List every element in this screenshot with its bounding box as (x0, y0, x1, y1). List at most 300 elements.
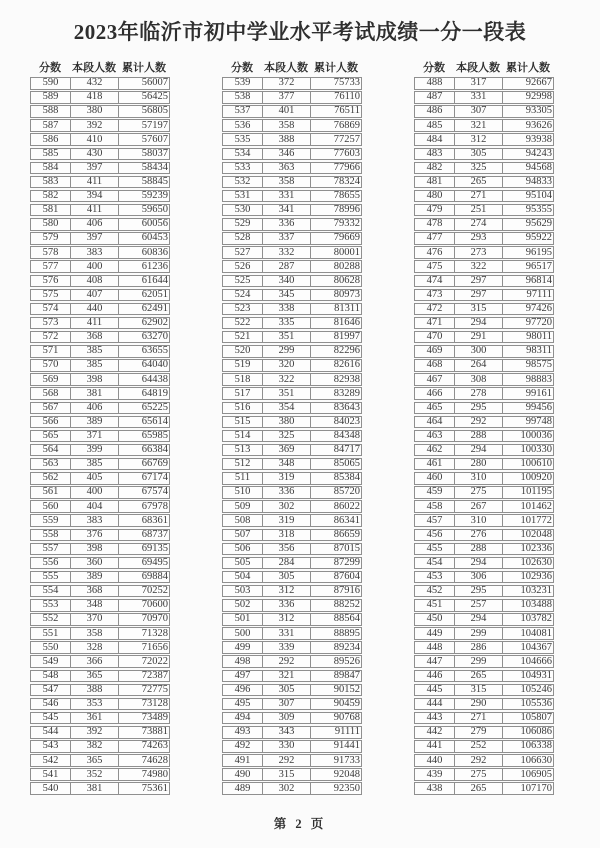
score-cell: 584 (31, 163, 71, 174)
score-cell: 543 (31, 741, 71, 752)
score-cell: 489 (223, 783, 263, 794)
cumulative-count-cell: 82616 (333, 359, 360, 371)
cumulative-count-cell: 79669 (333, 232, 360, 244)
table-row (30, 260, 170, 273)
cumulative-count-cell: 97720 (525, 317, 552, 329)
score-cell: 517 (223, 388, 263, 399)
cumulative-count-cell: 64438 (141, 373, 168, 385)
score-cell: 452 (415, 586, 455, 597)
table-row (414, 613, 554, 626)
cumulative-count-cell: 106630 (520, 754, 552, 766)
cumulative-count-cell: 69135 (141, 542, 168, 554)
score-cell: 493 (223, 727, 263, 738)
score-cell: 540 (31, 783, 71, 794)
column-header: 本段人数 (72, 62, 116, 74)
score-cell: 508 (223, 515, 263, 526)
segment-count-cell: 317 (455, 78, 503, 89)
table-row (414, 105, 554, 118)
segment-count-cell: 307 (455, 106, 503, 117)
table-row (222, 204, 362, 217)
table-row (222, 387, 362, 400)
table-row (414, 275, 554, 288)
table-row (30, 543, 170, 556)
score-cell: 550 (31, 642, 71, 653)
segment-count-cell: 341 (263, 205, 311, 216)
segment-count-cell: 356 (263, 544, 311, 555)
score-cell: 569 (31, 374, 71, 385)
table-row (30, 641, 170, 654)
table-row (222, 740, 362, 753)
table-row (414, 331, 554, 344)
segment-count-cell: 398 (71, 374, 119, 385)
cumulative-count-cell: 87015 (333, 542, 360, 554)
segment-count-cell: 286 (455, 642, 503, 653)
cumulative-count-cell: 95922 (525, 232, 552, 244)
cumulative-count-cell: 86022 (333, 500, 360, 512)
cumulative-count-cell: 74980 (141, 768, 168, 780)
score-cell: 469 (415, 346, 455, 357)
segment-count-cell: 400 (71, 487, 119, 498)
score-cell: 522 (223, 318, 263, 329)
score-cell: 510 (223, 487, 263, 498)
segment-count-cell: 294 (455, 614, 503, 625)
segment-count-cell: 315 (455, 685, 503, 696)
segment-count-cell: 381 (71, 783, 119, 794)
table-row (222, 359, 362, 372)
table-body (414, 77, 554, 795)
table-row (30, 289, 170, 302)
segment-count-cell: 382 (71, 741, 119, 752)
score-cell: 534 (223, 149, 263, 160)
score-cell: 473 (415, 290, 455, 301)
score-cell: 448 (415, 642, 455, 653)
cumulative-count-cell: 104081 (520, 627, 552, 639)
score-cell: 440 (415, 755, 455, 766)
score-cell: 545 (31, 713, 71, 724)
segment-count-cell: 284 (263, 558, 311, 569)
segment-count-cell: 306 (455, 572, 503, 583)
table-row (222, 373, 362, 386)
table-row (222, 514, 362, 527)
score-cell: 484 (415, 134, 455, 145)
cumulative-count-cell: 78655 (333, 190, 360, 202)
cumulative-count-cell: 74628 (141, 754, 168, 766)
table-row (30, 218, 170, 231)
cumulative-count-cell: 99748 (525, 415, 552, 427)
score-cell: 514 (223, 431, 263, 442)
table-row (222, 712, 362, 725)
table-row (414, 543, 554, 556)
score-cell: 580 (31, 219, 71, 230)
table-row (222, 754, 362, 767)
segment-count-cell: 407 (71, 290, 119, 301)
score-cell: 465 (415, 403, 455, 414)
segment-count-cell: 380 (263, 417, 311, 428)
cumulative-count-cell: 70600 (141, 599, 168, 611)
segment-count-cell: 406 (71, 219, 119, 230)
table-row (414, 246, 554, 259)
column-header: 累计人数 (506, 62, 550, 74)
table-header-row (222, 61, 362, 75)
score-cell: 570 (31, 360, 71, 371)
score-cell: 453 (415, 572, 455, 583)
score-cell: 500 (223, 628, 263, 639)
table-row (222, 119, 362, 132)
table-row (414, 218, 554, 231)
score-cell: 526 (223, 261, 263, 272)
score-cell: 447 (415, 656, 455, 667)
cumulative-count-cell: 85720 (333, 486, 360, 498)
score-cell: 498 (223, 656, 263, 667)
segment-count-cell: 302 (263, 783, 311, 794)
cumulative-count-cell: 77257 (333, 133, 360, 145)
segment-count-cell: 319 (263, 515, 311, 526)
column-header: 分数 (39, 62, 61, 74)
cumulative-count-cell: 105536 (520, 698, 552, 710)
score-table-590-540 (30, 61, 170, 797)
table-row (222, 486, 362, 499)
segment-count-cell: 408 (71, 276, 119, 287)
table-row (30, 486, 170, 499)
segment-count-cell: 440 (71, 304, 119, 315)
score-cell: 567 (31, 403, 71, 414)
table-row (30, 162, 170, 175)
cumulative-count-cell: 101195 (520, 486, 552, 498)
table-row (414, 416, 554, 429)
score-cell: 475 (415, 261, 455, 272)
table-row (414, 627, 554, 640)
table-row (414, 317, 554, 330)
segment-count-cell: 299 (263, 346, 311, 357)
table-row (222, 698, 362, 711)
cumulative-count-cell: 64040 (141, 359, 168, 371)
table-row (222, 232, 362, 245)
table-row (30, 684, 170, 697)
segment-count-cell: 343 (263, 727, 311, 738)
score-cell: 586 (31, 134, 71, 145)
cumulative-count-cell: 84717 (333, 444, 360, 456)
score-cell: 547 (31, 685, 71, 696)
table-row (222, 529, 362, 542)
segment-count-cell: 294 (455, 318, 503, 329)
score-cell: 509 (223, 501, 263, 512)
score-cell: 587 (31, 120, 71, 131)
segment-count-cell: 271 (455, 713, 503, 724)
score-cell: 512 (223, 459, 263, 470)
segment-count-cell: 312 (263, 586, 311, 597)
table-row (30, 557, 170, 570)
cumulative-count-cell: 84023 (333, 415, 360, 427)
segment-count-cell: 385 (71, 346, 119, 357)
cumulative-count-cell: 100920 (520, 472, 552, 484)
score-cell: 444 (415, 699, 455, 710)
score-cell: 461 (415, 459, 455, 470)
cumulative-count-cell: 60056 (141, 218, 168, 230)
table-row (414, 698, 554, 711)
segment-count-cell: 385 (71, 360, 119, 371)
segment-count-cell: 279 (455, 727, 503, 738)
cumulative-count-cell: 104931 (520, 669, 552, 681)
cumulative-count-cell: 104666 (520, 655, 552, 667)
table-row (414, 768, 554, 781)
cumulative-count-cell: 57607 (141, 133, 168, 145)
cumulative-count-cell: 92667 (525, 77, 552, 89)
cumulative-count-cell: 66384 (141, 444, 168, 456)
score-cell: 455 (415, 544, 455, 555)
cumulative-count-cell: 102048 (520, 528, 552, 540)
cumulative-count-cell: 80628 (333, 274, 360, 286)
cumulative-count-cell: 96814 (525, 274, 552, 286)
table-row (414, 458, 554, 471)
cumulative-count-cell: 86341 (333, 514, 360, 526)
segment-count-cell: 369 (263, 445, 311, 456)
score-cell: 471 (415, 318, 455, 329)
score-cell: 533 (223, 163, 263, 174)
score-table-488-438 (414, 61, 554, 797)
table-row (414, 119, 554, 132)
score-cell: 439 (415, 769, 455, 780)
cumulative-count-cell: 65614 (141, 415, 168, 427)
segment-count-cell: 336 (263, 600, 311, 611)
cumulative-count-cell: 64819 (141, 387, 168, 399)
segment-count-cell: 328 (71, 642, 119, 653)
score-cell: 557 (31, 544, 71, 555)
score-cell: 443 (415, 713, 455, 724)
segment-count-cell: 335 (263, 318, 311, 329)
segment-count-cell: 336 (263, 219, 311, 230)
column-header: 累计人数 (314, 62, 358, 74)
table-row (222, 218, 362, 231)
segment-count-cell: 368 (71, 332, 119, 343)
table-row (222, 331, 362, 344)
cumulative-count-cell: 106905 (520, 768, 552, 780)
cumulative-count-cell: 103782 (520, 613, 552, 625)
segment-count-cell: 354 (263, 403, 311, 414)
cumulative-count-cell: 73881 (141, 726, 168, 738)
segment-count-cell: 305 (455, 149, 503, 160)
score-cell: 486 (415, 106, 455, 117)
table-row (30, 148, 170, 161)
table-row (30, 514, 170, 527)
score-cell: 483 (415, 149, 455, 160)
segment-count-cell: 294 (455, 445, 503, 456)
cumulative-count-cell: 70970 (141, 613, 168, 625)
segment-count-cell: 385 (71, 459, 119, 470)
cumulative-count-cell: 72022 (141, 655, 168, 667)
segment-count-cell: 331 (263, 191, 311, 202)
table-row (222, 444, 362, 457)
cumulative-count-cell: 102630 (520, 556, 552, 568)
score-cell: 560 (31, 501, 71, 512)
cumulative-count-cell: 62491 (141, 303, 168, 314)
segment-count-cell: 332 (263, 247, 311, 258)
table-row (30, 190, 170, 203)
table-row (414, 176, 554, 189)
table-row (414, 754, 554, 767)
table-row (30, 712, 170, 725)
table-row (30, 698, 170, 711)
score-cell: 524 (223, 290, 263, 301)
segment-count-cell: 310 (455, 473, 503, 484)
score-cell: 507 (223, 530, 263, 541)
cumulative-count-cell: 87604 (333, 571, 360, 583)
segment-count-cell: 312 (455, 134, 503, 145)
score-cell: 457 (415, 515, 455, 526)
cumulative-count-cell: 92048 (333, 768, 360, 780)
table-row (222, 246, 362, 259)
score-cell: 442 (415, 727, 455, 738)
score-cell: 491 (223, 755, 263, 766)
cumulative-count-cell: 78996 (333, 204, 360, 216)
segment-count-cell: 257 (455, 600, 503, 611)
score-cell: 459 (415, 487, 455, 498)
cumulative-count-cell: 81646 (333, 317, 360, 329)
score-cell: 504 (223, 572, 263, 583)
cumulative-count-cell: 72775 (141, 683, 168, 695)
cumulative-count-cell: 80001 (333, 246, 360, 258)
segment-count-cell: 271 (455, 191, 503, 202)
cumulative-count-cell: 58845 (141, 176, 168, 188)
segment-count-cell: 265 (455, 177, 503, 188)
segment-count-cell: 302 (263, 501, 311, 512)
segment-count-cell: 278 (455, 388, 503, 399)
segment-count-cell: 290 (455, 699, 503, 710)
score-cell: 529 (223, 219, 263, 230)
cumulative-count-cell: 93305 (525, 105, 552, 117)
segment-count-cell: 394 (71, 191, 119, 202)
table-row (30, 416, 170, 429)
segment-count-cell: 410 (71, 134, 119, 145)
score-cell: 571 (31, 346, 71, 357)
score-cell: 539 (223, 78, 263, 89)
cumulative-count-cell: 89526 (333, 655, 360, 667)
table-row (414, 232, 554, 245)
table-row (222, 77, 362, 90)
segment-count-cell: 274 (455, 219, 503, 230)
cumulative-count-cell: 56425 (141, 91, 168, 103)
score-cell: 546 (31, 699, 71, 710)
score-cell: 521 (223, 332, 263, 343)
table-row (30, 246, 170, 259)
segment-count-cell: 297 (455, 290, 503, 301)
score-cell: 585 (31, 149, 71, 160)
segment-count-cell: 411 (71, 205, 119, 216)
score-cell: 528 (223, 233, 263, 244)
cumulative-count-cell: 62051 (141, 288, 168, 300)
score-cell: 506 (223, 544, 263, 555)
table-row (222, 458, 362, 471)
table-row (222, 176, 362, 189)
score-cell: 478 (415, 219, 455, 230)
score-cell: 549 (31, 656, 71, 667)
score-cell: 446 (415, 671, 455, 682)
cumulative-count-cell: 77603 (333, 147, 360, 159)
score-cell: 482 (415, 163, 455, 174)
table-row (30, 740, 170, 753)
segment-count-cell: 325 (455, 163, 503, 174)
score-cell: 451 (415, 600, 455, 611)
cumulative-count-cell: 88252 (333, 599, 360, 611)
cumulative-count-cell: 92350 (333, 782, 360, 794)
score-cell: 548 (31, 671, 71, 682)
segment-count-cell: 365 (71, 755, 119, 766)
table-row (414, 359, 554, 372)
segment-count-cell: 397 (71, 233, 119, 244)
segment-count-cell: 319 (263, 473, 311, 484)
cumulative-count-cell: 80973 (333, 288, 360, 300)
cumulative-count-cell: 60453 (141, 232, 168, 244)
segment-count-cell: 392 (71, 727, 119, 738)
cumulative-count-cell: 67174 (141, 472, 168, 484)
cumulative-count-cell: 76869 (333, 119, 360, 131)
table-row (30, 754, 170, 767)
score-cell: 552 (31, 614, 71, 625)
segment-count-cell: 389 (71, 572, 119, 583)
table-row (222, 670, 362, 683)
segment-count-cell: 309 (263, 713, 311, 724)
table-row (414, 77, 554, 90)
table-row (414, 91, 554, 104)
column-header: 分数 (423, 62, 445, 74)
tables-container (0, 61, 600, 797)
table-row (222, 105, 362, 118)
segment-count-cell: 276 (455, 530, 503, 541)
segment-count-cell: 292 (263, 656, 311, 667)
cumulative-count-cell: 97426 (525, 303, 552, 314)
segment-count-cell: 292 (455, 417, 503, 428)
cumulative-count-cell: 75733 (333, 77, 360, 89)
segment-count-cell: 411 (71, 177, 119, 188)
score-cell: 468 (415, 360, 455, 371)
cumulative-count-cell: 94568 (525, 161, 552, 173)
cumulative-count-cell: 101462 (520, 500, 552, 512)
segment-count-cell: 315 (455, 304, 503, 315)
score-cell: 519 (223, 360, 263, 371)
cumulative-count-cell: 68361 (141, 514, 168, 526)
table-row (30, 500, 170, 513)
segment-count-cell: 321 (263, 671, 311, 682)
table-row (414, 472, 554, 485)
table-row (222, 557, 362, 570)
score-cell: 590 (31, 78, 71, 89)
score-cell: 499 (223, 642, 263, 653)
score-cell: 588 (31, 106, 71, 117)
score-cell: 562 (31, 473, 71, 484)
cumulative-count-cell: 100036 (520, 429, 552, 441)
score-cell: 454 (415, 558, 455, 569)
table-row (414, 345, 554, 358)
segment-count-cell: 265 (455, 783, 503, 794)
segment-count-cell: 370 (71, 614, 119, 625)
segment-count-cell: 345 (263, 290, 311, 301)
table-row (30, 232, 170, 245)
table-row (414, 430, 554, 443)
table-row (30, 571, 170, 584)
segment-count-cell: 383 (71, 515, 119, 526)
segment-count-cell: 251 (455, 205, 503, 216)
score-cell: 525 (223, 276, 263, 287)
segment-count-cell: 295 (455, 586, 503, 597)
cumulative-count-cell: 87916 (333, 585, 360, 597)
cumulative-count-cell: 78324 (333, 176, 360, 188)
table-row (222, 345, 362, 358)
score-cell: 460 (415, 473, 455, 484)
segment-count-cell: 305 (263, 572, 311, 583)
score-cell: 581 (31, 205, 71, 216)
score-cell: 564 (31, 445, 71, 456)
table-row (30, 655, 170, 668)
table-row (222, 585, 362, 598)
